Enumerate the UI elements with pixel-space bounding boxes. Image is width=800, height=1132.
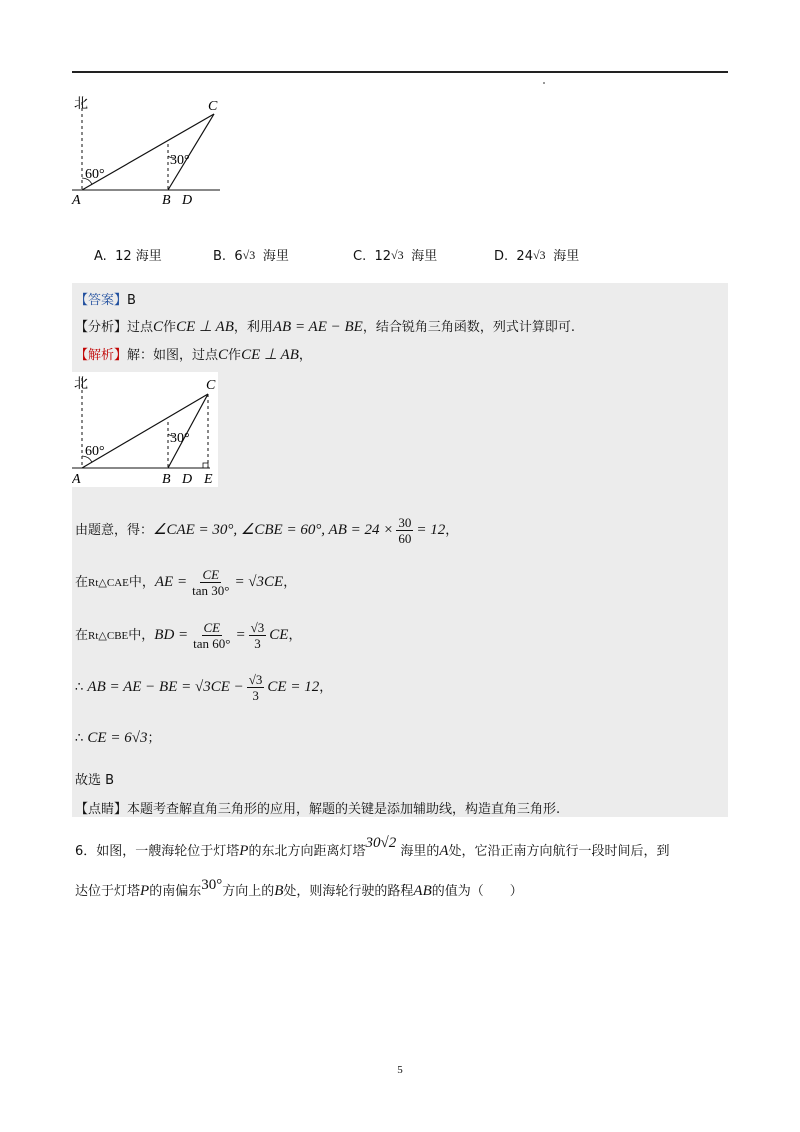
solution-text-3: ， [298, 348, 312, 363]
step-1-denominator: 60 [398, 531, 412, 546]
comment-text: 本题考查解直角三角形的应用，解题的关键是添加辅助线，构造直角三角形. [127, 802, 561, 817]
step-2-numerator: CE [202, 567, 220, 582]
step-4-rhs: CE = 12 [267, 679, 320, 695]
option-a[interactable] [94, 245, 162, 264]
page-number: 5 [397, 1064, 403, 1076]
fig1-label-b: B [162, 193, 171, 207]
step-2-denominator: tan 30° [192, 583, 230, 598]
solution-tag: 【解析】 [75, 348, 128, 363]
step-3-prefix: 在 [75, 628, 89, 643]
q6-angle: 30° [201, 877, 223, 893]
header-rule [72, 71, 728, 73]
step-4-numerator: √3 [248, 672, 263, 687]
step-2-lhs: AE = [154, 574, 188, 590]
q6-text-6: 的南偏东 [149, 884, 202, 899]
analysis-perp: CE ⊥ AB [176, 319, 234, 335]
option-b-unit: 海里 [262, 249, 289, 264]
option-d-value: 24 [516, 249, 533, 264]
fig2-angle-c: 30° [170, 431, 190, 446]
fig2-label-b: B [162, 472, 171, 487]
option-a-unit: 海里 [135, 249, 162, 264]
answer-tag: 【答案】 [75, 293, 128, 308]
step-2-fraction [190, 567, 231, 598]
option-c-unit: 海里 [411, 249, 438, 264]
fig1-angle-a: 60° [85, 167, 105, 182]
step-3-mid: 中， [128, 628, 155, 643]
comment-tag: 【点睛】 [75, 802, 128, 817]
solution-text-1: 解：如图，过点 [127, 348, 219, 363]
step-4-math: AB = AE − BE = √3CE − [87, 679, 244, 695]
q6-text-5: 达位于灯塔 [75, 884, 141, 899]
option-b-value: 6 [234, 249, 243, 264]
fig1-angle-c: 30° [170, 153, 190, 168]
step-1-end: ， [445, 523, 459, 538]
step-5 [75, 727, 160, 747]
q6-text-3: 海里的 [400, 844, 440, 859]
step-3-numerator-2: √3 [250, 620, 265, 635]
option-a-letter: A. [94, 249, 107, 264]
step-2-prefix: 在 [75, 575, 89, 590]
analysis-line [75, 316, 575, 336]
step-2-triangle: Rt△CAE [88, 577, 129, 589]
q6-point-p: P [239, 843, 249, 859]
step-1-fraction [396, 515, 413, 546]
step-5-math: CE = 6√3 [87, 730, 148, 746]
header-dot [543, 82, 545, 84]
option-c-sqrt: √3 [391, 248, 404, 262]
option-c[interactable] [353, 245, 437, 264]
step-3 [75, 620, 301, 651]
step-3-denominator: tan 60° [193, 636, 231, 651]
analysis-text-1: 过点 [127, 320, 154, 335]
fig2-angle-a: 60° [85, 444, 105, 459]
fig2-label-c: C [206, 378, 216, 393]
comment-line [75, 798, 560, 817]
q6-distance: 30√2 [365, 835, 397, 851]
option-c-value: 12 [374, 249, 392, 264]
step-4-fraction [247, 672, 265, 703]
step-4-end: ， [319, 680, 333, 695]
step-2-rhs: = √3CE [234, 574, 284, 590]
q6-text-8: 处，则海轮行驶的路程 [283, 884, 414, 899]
option-d-unit: 海里 [553, 249, 580, 264]
figure-2 [72, 372, 218, 487]
q6-text-7: 方向上的 [222, 884, 275, 899]
step-3-denominator-2: 3 [254, 636, 261, 651]
q6-segment-ab: AB [413, 883, 432, 899]
fig2-label-d: D [182, 472, 193, 487]
solution-line [75, 344, 312, 364]
answer-line [75, 289, 136, 308]
fig2-label-e: E [204, 472, 213, 487]
option-c-letter: C. [353, 249, 367, 264]
option-b-sqrt: √3 [242, 248, 256, 262]
step-1-prefix: 由题意，得： [75, 523, 154, 538]
solution-text-2: 作 [228, 348, 242, 363]
step-1 [75, 515, 458, 546]
step-3-numerator: CE [203, 620, 221, 635]
fig1-label-c: C [208, 99, 218, 114]
step-5-therefore: ∴ [75, 731, 84, 746]
step-3-triangle: Rt△CBE [88, 630, 129, 642]
figure-1 [70, 92, 230, 211]
fig2-label-a: A [72, 472, 81, 487]
q6-point-a: A [439, 843, 449, 859]
question-6-line-1 [75, 835, 670, 860]
fig2-north: 北 [74, 377, 88, 392]
option-b-letter: B. [213, 249, 227, 264]
step-1-numerator: 30 [398, 515, 412, 530]
step-2-end: ， [283, 575, 297, 590]
step-3-rhs: CE [269, 627, 289, 643]
q6-text-1: 6．如图，一艘海轮位于灯塔 [75, 844, 240, 859]
step-5-end: ； [147, 731, 161, 746]
fig1-label-d: D [182, 193, 193, 207]
option-d-sqrt: √3 [532, 248, 546, 262]
fig1-label-a: A [72, 193, 81, 207]
q6-point-p-2: P [140, 883, 150, 899]
step-3-end: ， [288, 628, 302, 643]
step-3-equals: = [235, 627, 246, 643]
analysis-text-4: ，结合锐角三角函数，列式计算即可. [362, 320, 575, 335]
analysis-text-2: 作 [163, 320, 177, 335]
option-b[interactable] [213, 245, 289, 264]
step-1-result: = 12 [416, 522, 446, 538]
question-6-line-2 [75, 877, 523, 900]
solution-point-c: C [218, 347, 229, 363]
q6-text-2: 的东北方向距离灯塔 [248, 844, 366, 859]
step-3-lhs: BD = [154, 627, 189, 643]
step-4-denominator: 3 [252, 688, 259, 703]
option-d-letter: D. [494, 249, 509, 264]
q6-text-4: 处，它沿正南方向航行一段时间后，到 [448, 844, 670, 859]
analysis-point-c: C [153, 319, 164, 335]
step-4-therefore: ∴ [75, 680, 84, 695]
option-a-value: 12 [115, 249, 132, 264]
q6-text-9: 的值为（ ） [431, 884, 523, 899]
step-3-fraction [191, 620, 232, 651]
analysis-text-3: ，利用 [233, 320, 273, 335]
fig1-north: 北 [74, 97, 88, 112]
step-3-fraction-2 [249, 620, 267, 651]
choose-line: 故选 B [75, 773, 115, 788]
step-2 [75, 567, 296, 598]
solution-perp: CE ⊥ AB [241, 347, 299, 363]
step-4 [75, 672, 332, 703]
analysis-tag: 【分析】 [75, 320, 128, 335]
step-1-math: ∠CAE = 30°, ∠CBE = 60°, AB = 24 × [153, 522, 394, 538]
step-2-mid: 中， [128, 575, 155, 590]
option-d[interactable] [494, 245, 579, 264]
analysis-equation: AB = AE − BE [272, 319, 363, 335]
answer-value: B [127, 293, 136, 308]
q6-point-b: B [274, 883, 284, 899]
